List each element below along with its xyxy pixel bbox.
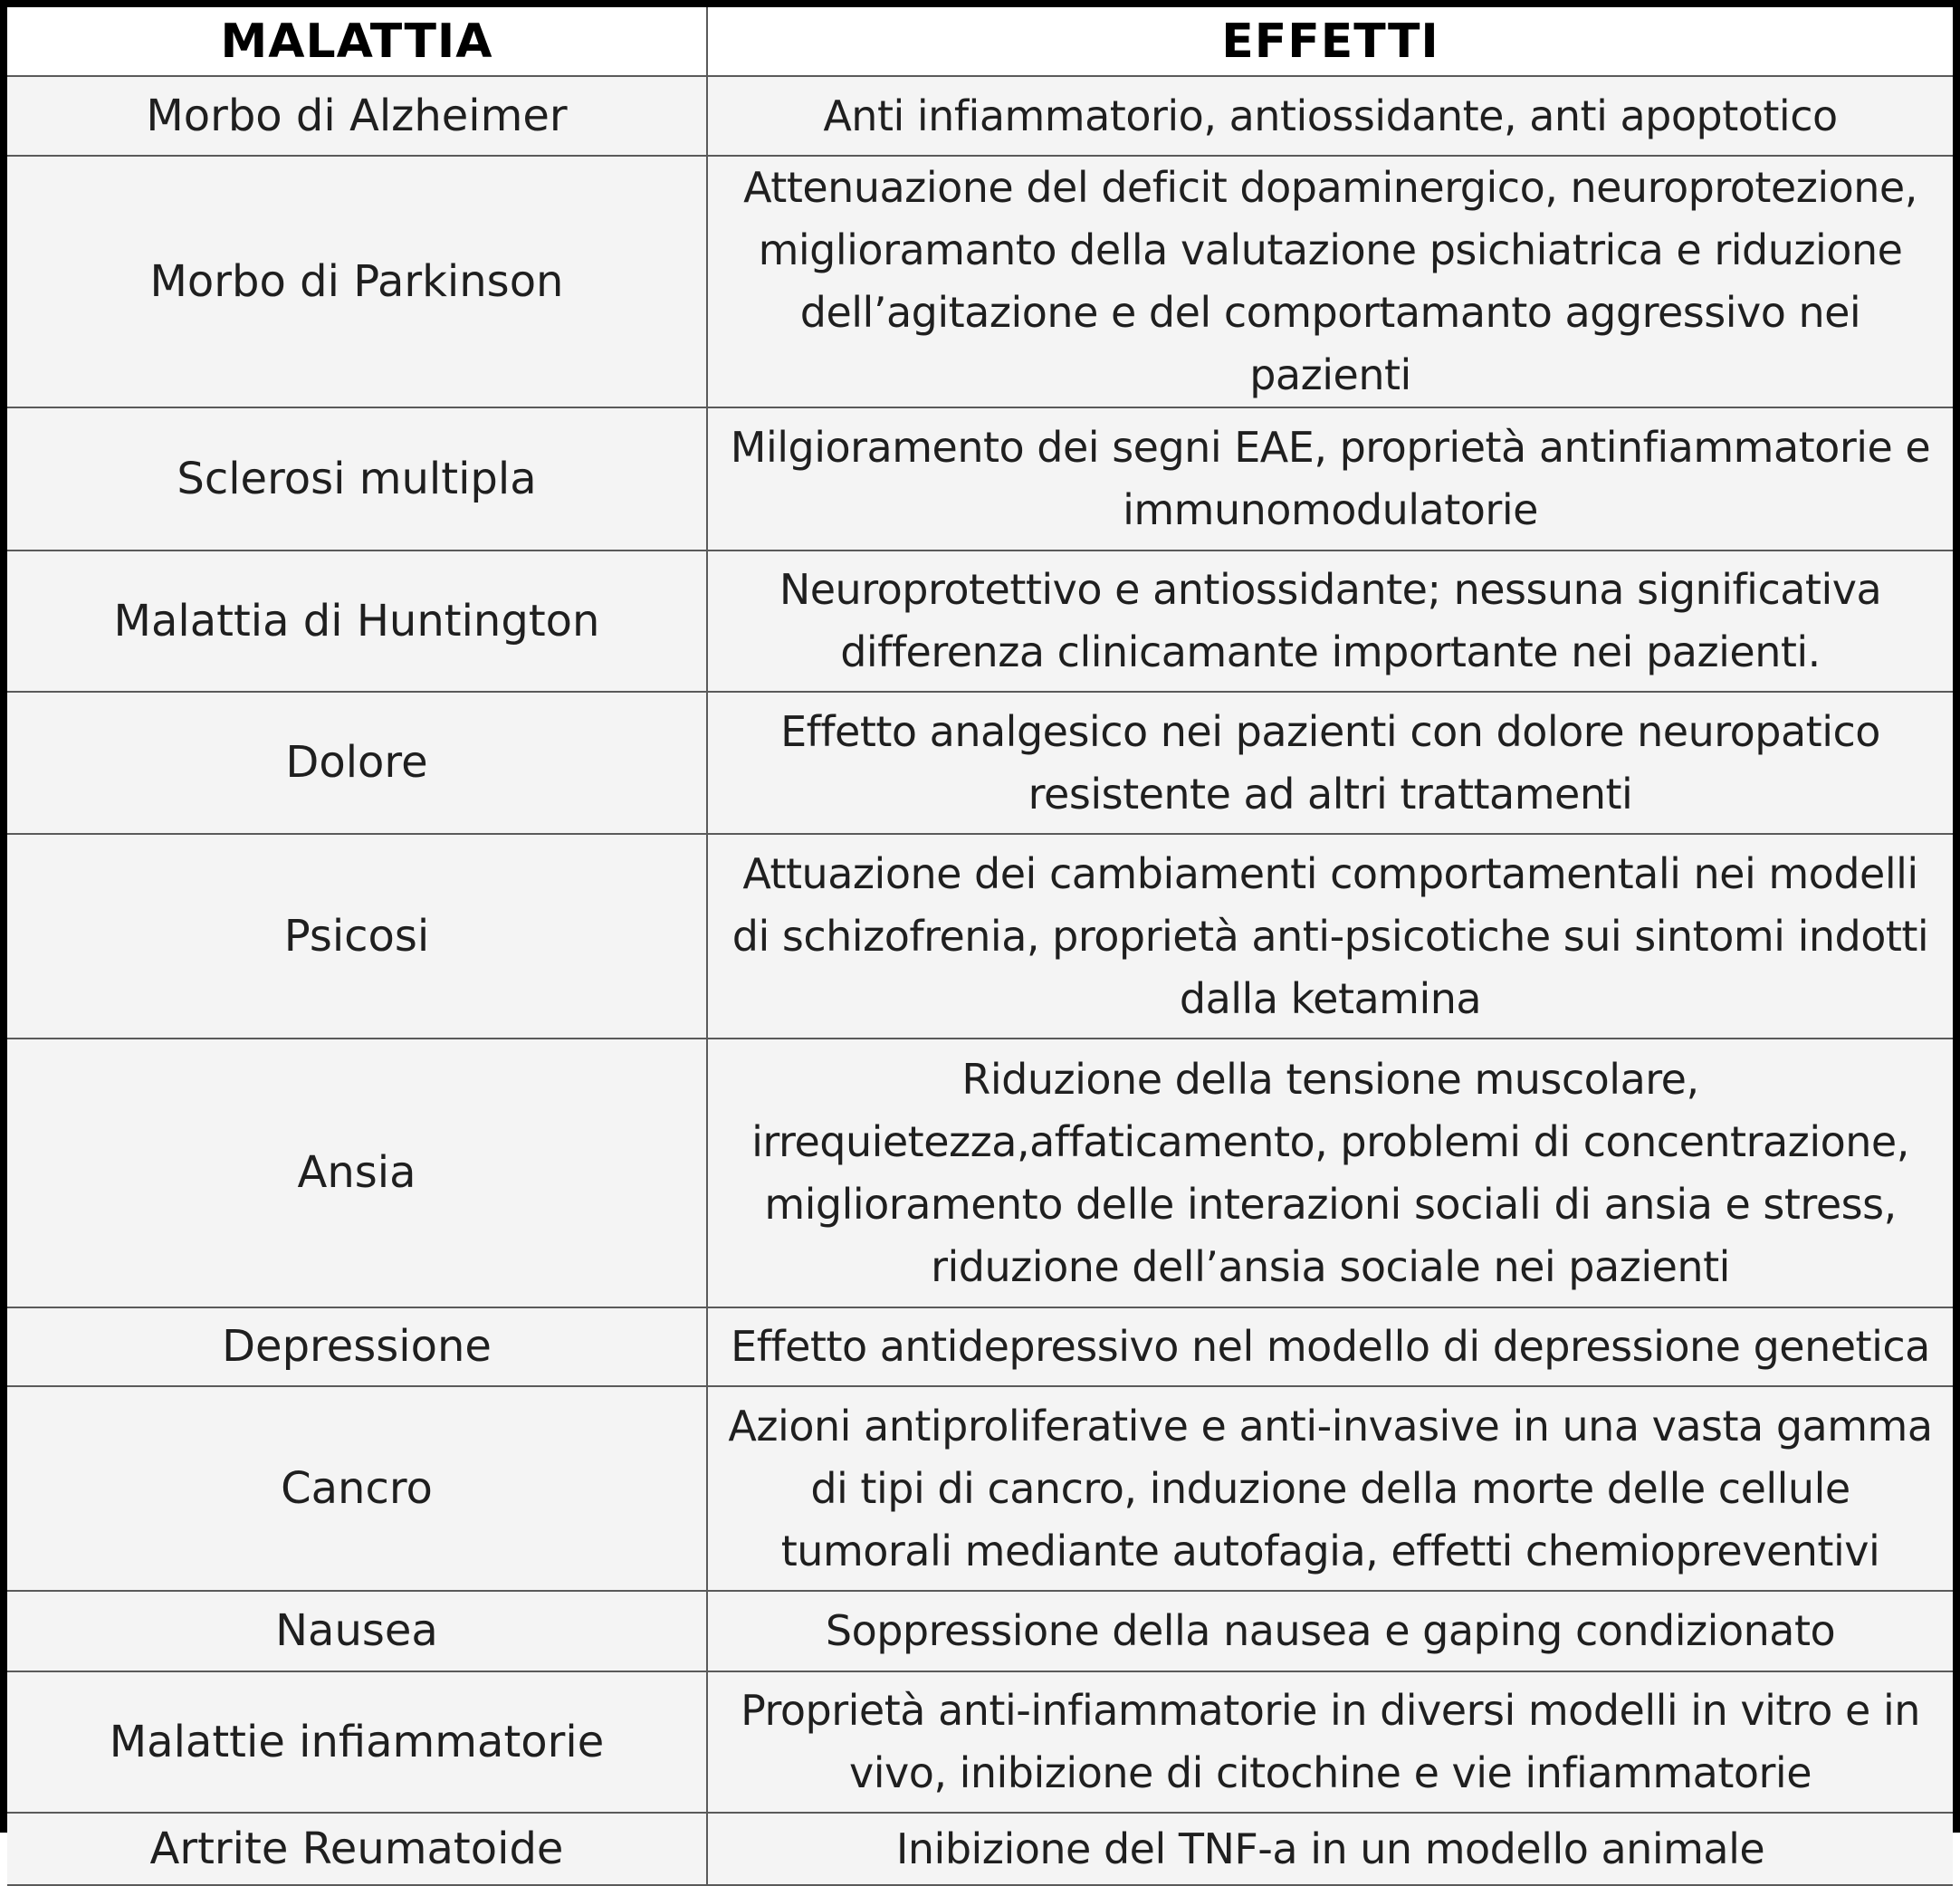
disease-cell: Nausea: [7, 1591, 707, 1671]
column-header-disease: MALATTIA: [7, 7, 707, 76]
effects-cell: Attenuazione del deficit dopaminergico, neuroprotezione, miglioramanto della valutazione psichiatrica e riduzione dell’agitazione e del comportamanto aggressivo nei pazienti: [707, 156, 1953, 407]
effects-cell: Anti infiammatorio, antiossidante, anti apoptotico: [707, 76, 1953, 156]
disease-effects-table: [7, 7, 1953, 1886]
column-header-effects: EFFETTI: [707, 7, 1953, 76]
table-row: [7, 76, 1953, 156]
effects-cell: Proprietà anti-infiammatorie in diversi modelli in vitro e in vivo, inibizione di citochine e vie infiammatorie: [707, 1671, 1953, 1813]
disease-cell: Psicosi: [7, 834, 707, 1039]
effects-cell: Azioni antiproliferative e anti-invasive in una vasta gamma di tipi di cancro, induzione della morte delle cellule tumorali mediante autofagia, effetti chemiopreventivi: [707, 1386, 1953, 1591]
disease-cell: Malattie infiammatorie: [7, 1671, 707, 1813]
table-row: [7, 1591, 1953, 1671]
effects-cell: Effetto antidepressivo nel modello di depressione genetica: [707, 1307, 1953, 1386]
effects-cell: Effetto analgesico nei pazienti con dolore neuropatico resistente ad altri trattamenti: [707, 692, 1953, 834]
table-row: [7, 1813, 1953, 1885]
disease-cell: Ansia: [7, 1039, 707, 1307]
effects-cell: Milgioramento dei segni EAE, proprietà antinfiammatorie e immunomodulatorie: [707, 407, 1953, 550]
table-row: [7, 407, 1953, 550]
table-row: [7, 692, 1953, 834]
table-row: [7, 1671, 1953, 1813]
effects-cell: Inibizione del TNF-a in un modello animale: [707, 1813, 1953, 1885]
effects-cell: Attuazione dei cambiamenti comportamentali nei modelli di schizofrenia, proprietà anti-psicotiche sui sintomi indotti dalla ketamina: [707, 834, 1953, 1039]
table-row: [7, 156, 1953, 407]
effects-cell: Neuroprotettivo e antiossidante; nessuna significativa differenza clinicamante importante nei pazienti.: [707, 550, 1953, 692]
effects-cell: Soppressione della nausea e gaping condizionato: [707, 1591, 1953, 1671]
table-row: [7, 834, 1953, 1039]
table-row: [7, 1039, 1953, 1307]
disease-cell: Depressione: [7, 1307, 707, 1386]
disease-cell: Sclerosi multipla: [7, 407, 707, 550]
disease-cell: Morbo di Alzheimer: [7, 76, 707, 156]
effects-cell: Riduzione della tensione muscolare, irrequietezza,affaticamento, problemi di concentrazione, miglioramento delle interazioni sociali di ansia e stress, riduzione dell’ansia sociale nei pazienti: [707, 1039, 1953, 1307]
disease-cell: Dolore: [7, 692, 707, 834]
table-row: [7, 1386, 1953, 1591]
disease-cell: Malattia di Huntington: [7, 550, 707, 692]
disease-cell: Morbo di Parkinson: [7, 156, 707, 407]
table-row: [7, 550, 1953, 692]
table-row: [7, 1307, 1953, 1386]
table-header-row: [7, 7, 1953, 76]
disease-cell: Artrite Reumatoide: [7, 1813, 707, 1885]
disease-cell: Cancro: [7, 1386, 707, 1591]
